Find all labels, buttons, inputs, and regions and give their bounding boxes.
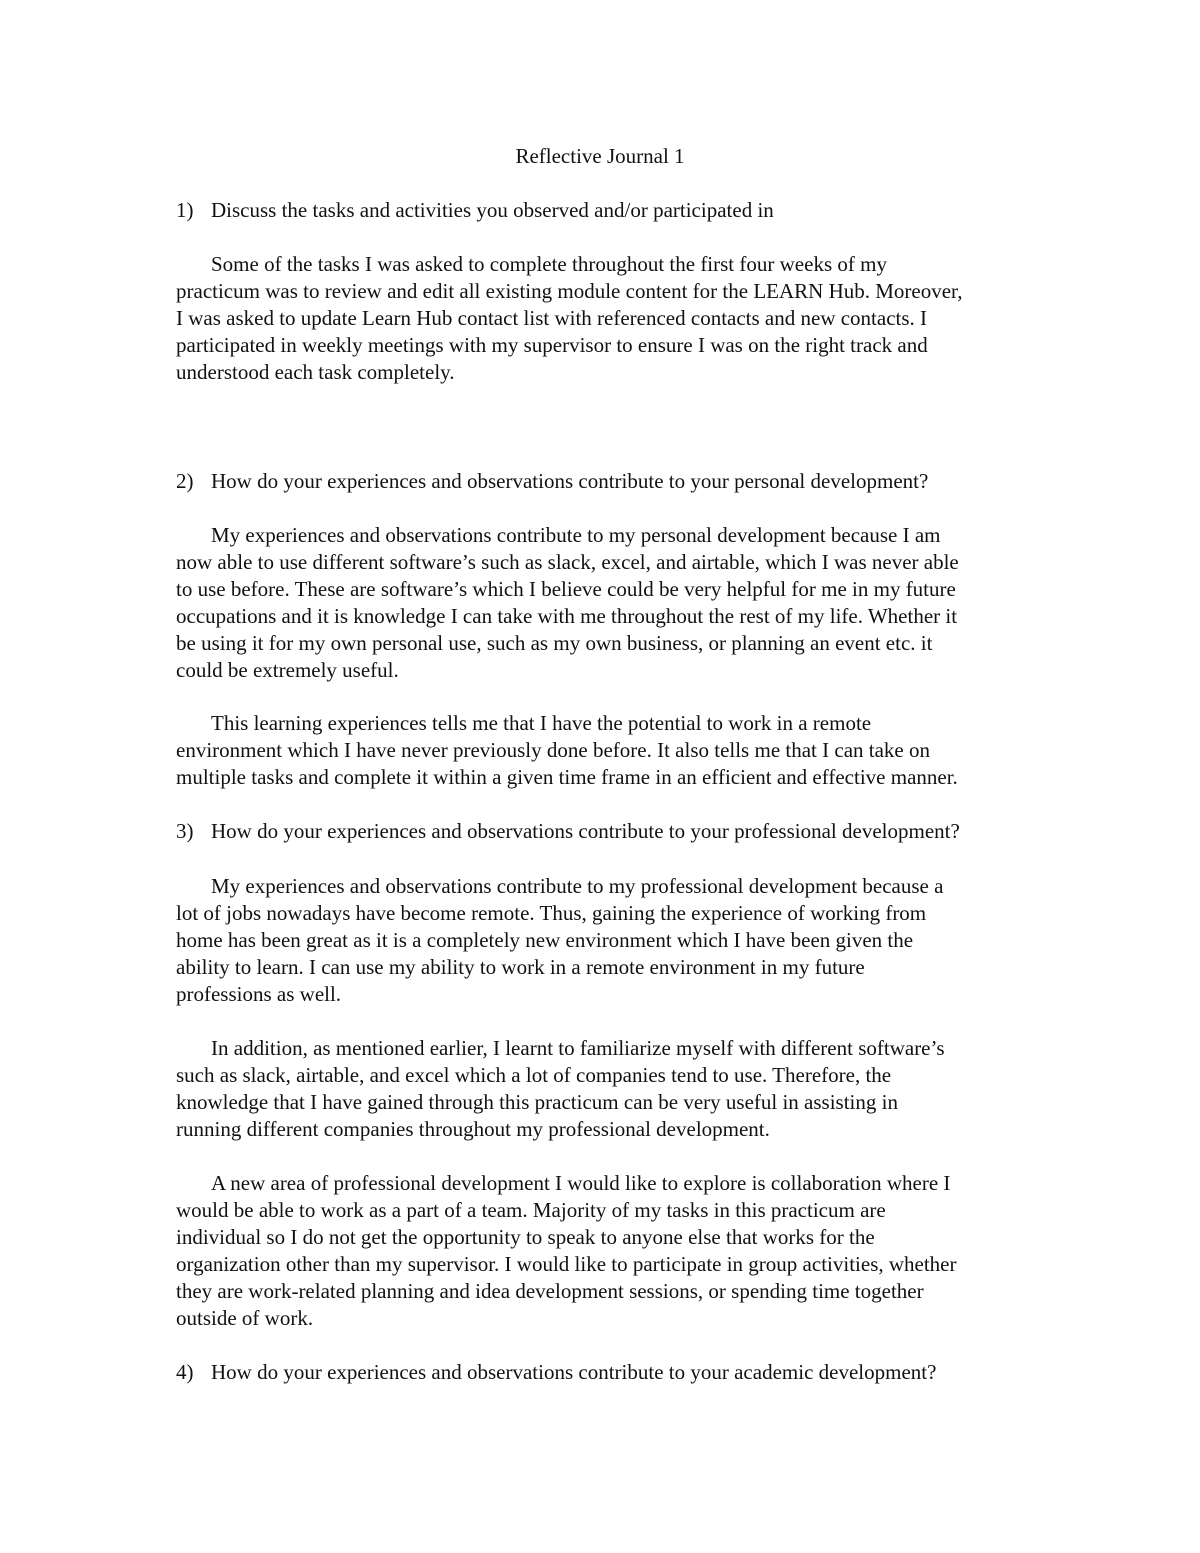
paragraph-line: My experiences and observations contribute to my personal development because I am [211,523,941,547]
question-text: Discuss the tasks and activities you observed and/or participated in [211,198,774,222]
question-2 [176,468,1076,495]
document-title: Reflective Journal 1 [515,144,685,168]
paragraph-line: knowledge that I have gained through this practicum can be very useful in assisting in [176,1090,898,1114]
paragraph-line: outside of work. [176,1306,314,1330]
answer-paragraph-3 [176,710,1061,791]
paragraph-line: My experiences and observations contribute to my professional development because a [211,874,944,898]
paragraph-line: individual so I do not get the opportunity to speak to anyone else that works for the [176,1225,875,1249]
paragraph-line: This learning experiences tells me that I have the potential to work in a remote [211,711,872,735]
paragraph-line: Some of the tasks I was asked to complete throughout the first four weeks of my [211,252,887,276]
paragraph-line: such as slack, airtable, and excel which a lot of companies tend to use. Therefore, the [176,1063,892,1087]
question-number: 2) [176,469,194,493]
question-4 [176,1359,1076,1386]
question-number: 1) [176,198,194,222]
answer-paragraph-4 [176,873,1061,1008]
answer-paragraph-2 [176,522,1061,684]
paragraph-line: I was asked to update Learn Hub contact list with referenced contacts and new contacts. I [176,306,928,330]
question-number: 4) [176,1360,194,1384]
paragraph-line: A new area of professional development I would like to explore is collaboration where I [211,1171,951,1195]
paragraph-line: understood each task completely. [176,360,455,384]
question-number: 3) [176,819,194,843]
paragraph-line: occupations and it is knowledge I can take with me throughout the rest of my life. Whether it [176,604,958,628]
question-3 [176,818,1076,845]
paragraph-line: home has been great as it is a completely new environment which I have been given the [176,928,914,952]
question-text: How do your experiences and observations contribute to your personal development? [211,469,929,493]
question-text: How do your experiences and observations contribute to your professional development? [211,819,960,843]
paragraph-line: environment which I have never previously done before. It also tells me that I can take on [176,738,930,762]
answer-paragraph-1 [176,251,1061,386]
paragraph-line: organization other than my supervisor. I would like to participate in group activities, whether [176,1252,957,1276]
question-1 [176,197,1076,224]
paragraph-line: practicum was to review and edit all existing module content for the LEARN Hub. Moreover, [176,279,963,303]
paragraph-line: be using it for my own personal use, such as my own business, or planning an event etc. it [176,631,933,655]
paragraph-line: ability to learn. I can use my ability to work in a remote environment in my future [176,955,865,979]
paragraph-line: could be extremely useful. [176,658,399,682]
paragraph-line: running different companies throughout my professional development. [176,1117,770,1141]
paragraph-line: would be able to work as a part of a team. Majority of my tasks in this practicum are [176,1198,886,1222]
paragraph-line: professions as well. [176,982,342,1006]
answer-paragraph-5 [176,1035,1061,1143]
paragraph-line: multiple tasks and complete it within a given time frame in an efficient and effective manner. [176,765,958,789]
paragraph-line: participated in weekly meetings with my supervisor to ensure I was on the right track and [176,333,928,357]
paragraph-line: lot of jobs nowadays have become remote. Thus, gaining the experience of working from [176,901,927,925]
question-text: How do your experiences and observations contribute to your academic development? [211,1360,937,1384]
paragraph-line: they are work-related planning and idea development sessions, or spending time together [176,1279,924,1303]
paragraph-line: to use before. These are software’s which I believe could be very helpful for me in my future [176,577,956,601]
answer-paragraph-6 [176,1170,1061,1332]
paragraph-line: now able to use different software’s such as slack, excel, and airtable, which I was never able [176,550,959,574]
paragraph-line: In addition, as mentioned earlier, I learnt to familiarize myself with different software’s [211,1036,945,1060]
